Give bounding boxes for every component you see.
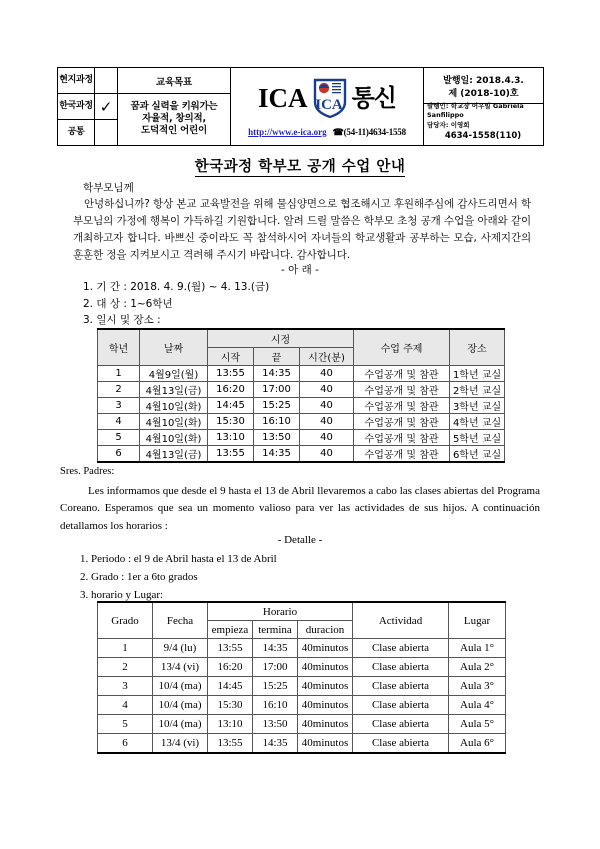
spanish-list	[80, 551, 277, 604]
es-cell-place: Aula 5°	[449, 715, 506, 734]
es-th-date: Fecha	[153, 602, 208, 639]
spanish-salutation: Sres. Padres:	[60, 466, 115, 477]
korean-schedule-table	[97, 328, 505, 463]
table-row	[98, 382, 505, 398]
kr-cell-date: 4월13일(금)	[140, 446, 208, 463]
es-cell-grade: 6	[98, 734, 153, 754]
kr-cell-subject: 수업공개 및 참관	[354, 398, 450, 414]
masthead-goal-title: 교육목표	[118, 68, 231, 94]
es-cell-grade: 4	[98, 696, 153, 715]
goal-line-3: 도덕적인 어린이	[141, 125, 207, 137]
kr-cell-end: 17:00	[254, 382, 300, 398]
logo-wordmark: ICA	[258, 82, 308, 113]
masthead-check-1[interactable]	[95, 94, 118, 120]
spanish-paragraph: Les informamos que desde el 9 hasta el 13 de Abril llevaremos a cabo las clases abiertas del Programa Coreano. Esperamos que sea un momento valioso para ver las actividades de sus hijos. A continuación detallamos los horarios :	[60, 485, 540, 532]
kr-th-date: 날짜	[140, 329, 208, 366]
issue-info-block	[424, 73, 543, 104]
kr-th-subject: 수업 주제	[354, 329, 450, 366]
masthead-table	[57, 67, 544, 146]
korean-paragraph: 안녕하십니까? 항상 본교 교육발전을 위해 물심양면으로 협조해시고 후원해주심에 감사드리면서 학부모님의 가정에 행복이 가득하길 기원합니다. 알려 드릴 말씀은 학부모 초청 공개 수업을 아래와 같이 개최하고자 합니다. 바쁘신 중이라도 꼭 참석하시어 자녀들의 학교생활과 공부하는 모습, 사제지간의 훈훈한 정을 지켜보시고 격려해 주시기 바랍니다. 감사합니다.	[73, 198, 531, 261]
es-th-activity: Actividad	[353, 602, 449, 639]
es-cell-activity: Clase abierta	[353, 639, 449, 658]
masthead-program-line-b: 한국과정	[59, 100, 93, 111]
kr-cell-date: 4월10일(화)	[140, 430, 208, 446]
es-cell-activity: Clase abierta	[353, 658, 449, 677]
es-cell-duration: 40minutos	[298, 639, 353, 658]
kr-cell-place: 1학년 교실	[450, 366, 505, 382]
kr-cell-end: 14:35	[254, 366, 300, 382]
kr-cell-subject: 수업공개 및 참관	[354, 430, 450, 446]
kr-th-duration: 시간(분)	[300, 348, 354, 366]
es-th-duration: duracion	[298, 621, 353, 639]
es-cell-start: 14:45	[208, 677, 253, 696]
es-th-place: Lugar	[449, 602, 506, 639]
masthead-check-0[interactable]	[95, 68, 118, 94]
kr-cell-start: 16:20	[208, 382, 254, 398]
kr-cell-start: 13:55	[208, 366, 254, 382]
masthead-check-2[interactable]	[95, 120, 118, 146]
table-row	[98, 696, 506, 715]
kr-cell-subject: 수업공개 및 참관	[354, 414, 450, 430]
es-cell-date: 13/4 (vi)	[153, 658, 208, 677]
es-cell-grade: 1	[98, 639, 153, 658]
spanish-detail-marker: - Detalle -	[277, 534, 323, 546]
masthead-info-cell	[424, 68, 544, 146]
kr-th-end: 끝	[254, 348, 300, 366]
es-cell-end: 13:50	[253, 715, 298, 734]
es-cell-activity: Clase abierta	[353, 734, 449, 754]
kr-cell-date: 4월10일(화)	[140, 414, 208, 430]
kr-cell-duration: 40	[300, 382, 354, 398]
school-website-link[interactable]: http://www.e-ica.org	[248, 127, 327, 137]
spanish-list-item-3: 3. horario y Lugar:	[80, 588, 164, 601]
spanish-table-header-row-1	[98, 602, 506, 621]
es-cell-end: 14:35	[253, 639, 298, 658]
es-cell-place: Aula 3°	[449, 677, 506, 696]
es-cell-grade: 3	[98, 677, 153, 696]
page-title-text: 한국과정 학부모 공개 수업 안내	[194, 159, 406, 175]
kr-cell-end: 16:10	[254, 414, 300, 430]
kr-cell-end: 13:50	[254, 430, 300, 446]
kr-cell-place: 4학년 교실	[450, 414, 505, 430]
es-cell-activity: Clase abierta	[353, 677, 449, 696]
es-th-grade: Grado	[98, 602, 153, 639]
kr-cell-start: 15:30	[208, 414, 254, 430]
kr-cell-date: 4월13일(금)	[140, 382, 208, 398]
kr-cell-date: 4월9일(월)	[140, 366, 208, 382]
kr-cell-grade: 5	[98, 430, 140, 446]
masthead-program-label-0	[58, 68, 95, 94]
es-cell-duration: 40minutos	[298, 696, 353, 715]
spanish-list-item-1: 1. Periodo : el 9 de Abril hasta el 13 de Abril	[80, 553, 277, 565]
masthead-goal-body	[118, 94, 231, 146]
kr-cell-duration: 40	[300, 414, 354, 430]
kr-th-time-group: 시정	[208, 329, 354, 348]
kr-cell-duration: 40	[300, 446, 354, 463]
contact-phone-line: 4634-1558(110)	[444, 130, 522, 141]
kr-cell-place: 3학년 교실	[450, 398, 505, 414]
es-cell-start: 13:55	[208, 734, 253, 754]
table-row	[98, 639, 506, 658]
es-cell-place: Aula 4°	[449, 696, 506, 715]
kr-th-grade: 학년	[98, 329, 140, 366]
table-row	[98, 658, 506, 677]
goal-line-1: 꿈과 실력을 키워가는	[130, 100, 218, 112]
kr-cell-grade: 3	[98, 398, 140, 414]
es-cell-end: 17:00	[253, 658, 298, 677]
es-cell-activity: Clase abierta	[353, 715, 449, 734]
kr-cell-date: 4월10일(화)	[140, 398, 208, 414]
kr-cell-grade: 1	[98, 366, 140, 382]
table-row	[98, 677, 506, 696]
issue-number: 제 (2018-10)호	[448, 88, 519, 99]
logo-group	[231, 72, 423, 123]
es-cell-end: 14:35	[253, 734, 298, 754]
kr-cell-end: 14:35	[254, 446, 300, 463]
kr-cell-subject: 수업공개 및 참관	[354, 446, 450, 463]
table-row	[98, 715, 506, 734]
school-phone-number: (54-11)4634-1558	[343, 126, 406, 137]
es-cell-date: 9/4 (lu)	[153, 639, 208, 658]
korean-below-marker: - 아 래 -	[281, 264, 319, 276]
korean-list	[83, 279, 269, 329]
kr-th-start: 시작	[208, 348, 254, 366]
es-cell-date: 10/4 (ma)	[153, 715, 208, 734]
kr-cell-start: 13:10	[208, 430, 254, 446]
issue-date: 발행일: 2018.4.3.	[443, 76, 524, 87]
kr-cell-duration: 40	[300, 430, 354, 446]
es-cell-date: 13/4 (vi)	[153, 734, 208, 754]
kr-cell-start: 13:55	[208, 446, 254, 463]
es-cell-date: 10/4 (ma)	[153, 677, 208, 696]
kr-cell-place: 5학년 교실	[450, 430, 505, 446]
kr-cell-end: 15:25	[254, 398, 300, 414]
kr-cell-grade: 2	[98, 382, 140, 398]
telephone-icon: ☎	[332, 126, 344, 137]
goal-line-2: 자율적, 창의적,	[142, 112, 206, 124]
masthead-program-line-a: 현지과정	[59, 74, 93, 85]
es-th-end: termina	[253, 621, 298, 639]
contact-info-block	[424, 101, 543, 141]
masthead-logo-cell	[231, 68, 424, 146]
table-row	[98, 734, 506, 754]
kr-cell-subject: 수업공개 및 참관	[354, 366, 450, 382]
es-cell-place: Aula 2°	[449, 658, 506, 677]
logo-contact-line	[231, 123, 423, 142]
korean-salutation: 학부모님께	[83, 182, 134, 194]
masthead-program-label-1	[58, 94, 95, 120]
kr-cell-subject: 수업공개 및 참관	[354, 382, 450, 398]
es-cell-end: 15:25	[253, 677, 298, 696]
contact-person-line: 담당자: 이영희	[427, 120, 470, 129]
kr-th-place: 장소	[450, 329, 505, 366]
page-title	[0, 155, 600, 176]
es-th-time-group: Horario	[208, 602, 353, 621]
es-cell-start: 13:10	[208, 715, 253, 734]
es-cell-activity: Clase abierta	[353, 696, 449, 715]
kr-cell-start: 14:45	[208, 398, 254, 414]
school-phone	[333, 127, 406, 138]
table-row	[98, 398, 505, 414]
korean-schedule-table-wrap	[97, 328, 505, 463]
es-cell-start: 16:20	[208, 658, 253, 677]
masthead-program-label-2	[58, 120, 95, 146]
kr-cell-grade: 6	[98, 446, 140, 463]
kr-cell-place: 6학년 교실	[450, 446, 505, 463]
korean-list-item-3: 3. 일시 및 장소 :	[83, 314, 161, 327]
kr-cell-place: 2학년 교실	[450, 382, 505, 398]
es-cell-duration: 40minutos	[298, 715, 353, 734]
es-cell-start: 13:55	[208, 639, 253, 658]
ica-shield-logo-icon	[313, 78, 347, 118]
bulletin-wordmark: 통신	[351, 84, 396, 112]
publisher-line: 발행인: 학교장 어우빌 Gabriela Sanfilippo	[427, 101, 524, 120]
korean-list-item-1: 1. 기 간 : 2018. 4. 9.(월) ~ 4. 13.(금)	[83, 281, 270, 293]
es-cell-start: 15:30	[208, 696, 253, 715]
table-row	[98, 430, 505, 446]
es-cell-date: 10/4 (ma)	[153, 696, 208, 715]
kr-cell-duration: 40	[300, 366, 354, 382]
es-cell-place: Aula 6°	[449, 734, 506, 754]
es-cell-end: 16:10	[253, 696, 298, 715]
masthead	[57, 67, 544, 146]
table-row	[98, 366, 505, 382]
korean-list-item-2: 2. 대 상 : 1~6학년	[83, 297, 173, 310]
checkmark-icon-1: ✓	[99, 98, 113, 116]
kr-cell-duration: 40	[300, 398, 354, 414]
spanish-schedule-table	[97, 601, 506, 754]
spanish-list-item-2: 2. Grado : 1er a 6to grados	[80, 570, 198, 583]
es-cell-duration: 40minutos	[298, 658, 353, 677]
es-cell-duration: 40minutos	[298, 677, 353, 696]
masthead-program-line-c: 공통	[67, 126, 85, 137]
es-cell-grade: 2	[98, 658, 153, 677]
table-row	[98, 446, 505, 463]
table-row	[98, 414, 505, 430]
kr-cell-grade: 4	[98, 414, 140, 430]
es-th-start: empieza	[208, 621, 253, 639]
spanish-schedule-table-wrap	[97, 601, 506, 754]
es-cell-place: Aula 1°	[449, 639, 506, 658]
es-cell-grade: 5	[98, 715, 153, 734]
korean-table-header-row-1	[98, 329, 505, 348]
es-cell-duration: 40minutos	[298, 734, 353, 754]
svg-text:ICA: ICA	[314, 97, 343, 113]
masthead-row-1	[58, 68, 544, 94]
